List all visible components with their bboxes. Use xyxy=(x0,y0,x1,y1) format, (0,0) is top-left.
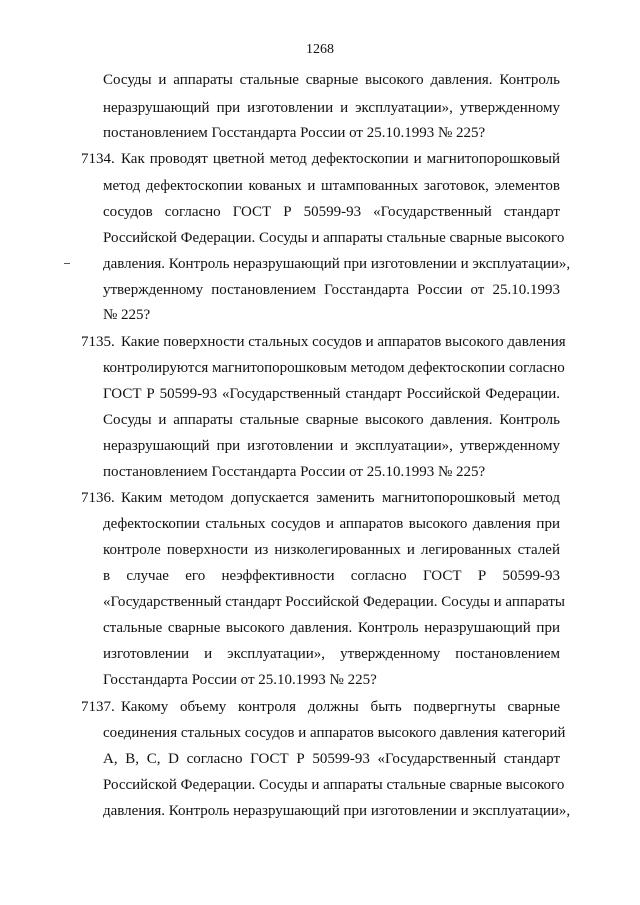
question-number: 7137. xyxy=(81,699,115,715)
question-line: Госстандарта России от 25.10.1993 № 225? xyxy=(103,672,377,688)
question-line: неразрушающий при изготовлении и эксплуатации», утвержденному xyxy=(103,438,560,454)
question-number: 7135. xyxy=(81,334,115,350)
question-line: изготовлении и эксплуатации», утвержденному постановлением xyxy=(103,646,560,662)
question-line: контролируются магнитопорошковым методом дефектоскопии согласно xyxy=(103,360,565,376)
question-line: контроле поверхности из низколегированных и легированных сталей xyxy=(103,542,560,558)
question-line: № 225? xyxy=(103,307,151,323)
question-line: метод дефектоскопии кованых и штампованных заготовок, элементов xyxy=(103,178,560,194)
continuation-line: Сосуды и аппараты стальные сварные высокого давления. Контроль xyxy=(103,72,560,88)
question-line: Российской Федерации. Сосуды и аппараты стальные сварные высокого xyxy=(103,230,565,246)
continuation-line: постановлением Госстандарта России от 25.10.1993 № 225? xyxy=(103,125,486,141)
question-line: Как проводят цветной метод дефектоскопии и магнитопорошковый xyxy=(121,151,560,167)
question-number: 7134. xyxy=(81,151,115,167)
question-line: постановлением Госстандарта России от 25.10.1993 № 225? xyxy=(103,464,486,480)
question-line: утвержденному постановлением Госстандарта России от 25.10.1993 xyxy=(103,282,560,298)
question-line: в случае его неэффективности согласно ГОСТ Р 50599-93 xyxy=(103,568,560,584)
margin-mark xyxy=(64,263,70,264)
question-line: Каким методом допускается заменить магнитопорошковый метод xyxy=(121,490,560,506)
question-line: «Государственный стандарт Российской Федерации. Сосуды и аппараты xyxy=(103,594,566,610)
continuation-line: неразрушающий при изготовлении и эксплуатации», утвержденному xyxy=(103,100,560,116)
question-line: Какие поверхности стальных сосудов и аппаратов высокого давления xyxy=(121,334,566,350)
question-line: Российской Федерации. Сосуды и аппараты стальные сварные высокого xyxy=(103,777,565,793)
page-number: 1268 xyxy=(306,42,334,57)
question-line: А, В, С, D согласно ГОСТ Р 50599-93 «Государственный стандарт xyxy=(103,751,560,767)
question-line: ГОСТ Р 50599-93 «Государственный стандарт Российской Федерации. xyxy=(103,386,560,402)
question-line: Сосуды и аппараты стальные сварные высокого давления. Контроль xyxy=(103,412,560,428)
question-line: соединения стальных сосудов и аппаратов высокого давления категорий xyxy=(103,725,566,741)
question-line: стальные сварные высокого давления. Контроль неразрушающий при xyxy=(103,620,560,636)
question-line: давления. Контроль неразрушающий при изготовлении и эксплуатации», xyxy=(103,256,571,272)
question-number: 7136. xyxy=(81,490,115,506)
question-line: Какому объему контроля должны быть подвергнуты сварные xyxy=(121,699,560,715)
question-line: дефектоскопии стальных сосудов и аппаратов высокого давления при xyxy=(103,516,560,532)
question-line: давления. Контроль неразрушающий при изготовлении и эксплуатации», xyxy=(103,803,571,819)
question-line: сосудов согласно ГОСТ Р 50599-93 «Государственный стандарт xyxy=(103,204,560,220)
